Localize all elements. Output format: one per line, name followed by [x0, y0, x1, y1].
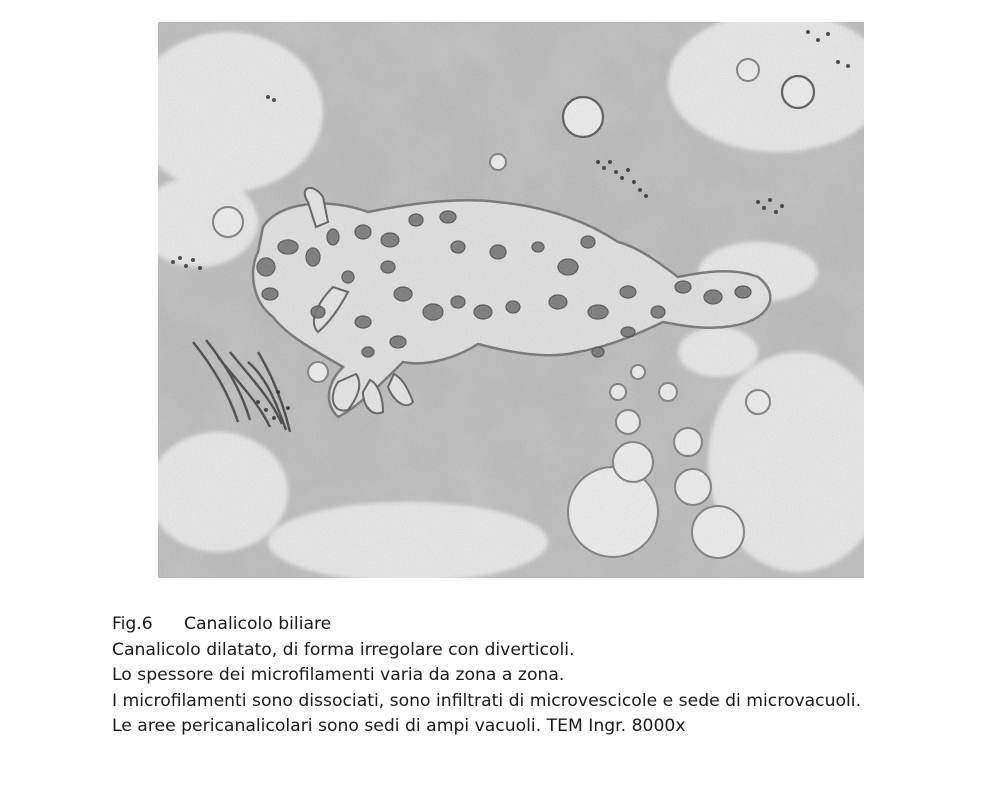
caption-line-4: Le aree pericanalicolari sono sedi di ampi vacuoli. TEM Ingr. 8000x	[112, 716, 686, 736]
micrograph-image	[158, 22, 864, 578]
figure-caption	[112, 612, 972, 740]
caption-heading	[112, 612, 972, 638]
caption-line-2: Lo spessore dei microfilamenti varia da zona a zona.	[112, 665, 565, 685]
caption-line-1: Canalicolo dilatato, di forma irregolare con diverticoli.	[112, 639, 575, 660]
caption-line-3: I microfilamenti sono dissociati, sono infiltrati di microvescicole e sede di microvacuoli.	[112, 690, 862, 711]
figure-number: Fig.6	[112, 614, 153, 634]
figure-title: Canalicolo biliare	[184, 614, 332, 634]
tem-micrograph	[158, 22, 864, 578]
